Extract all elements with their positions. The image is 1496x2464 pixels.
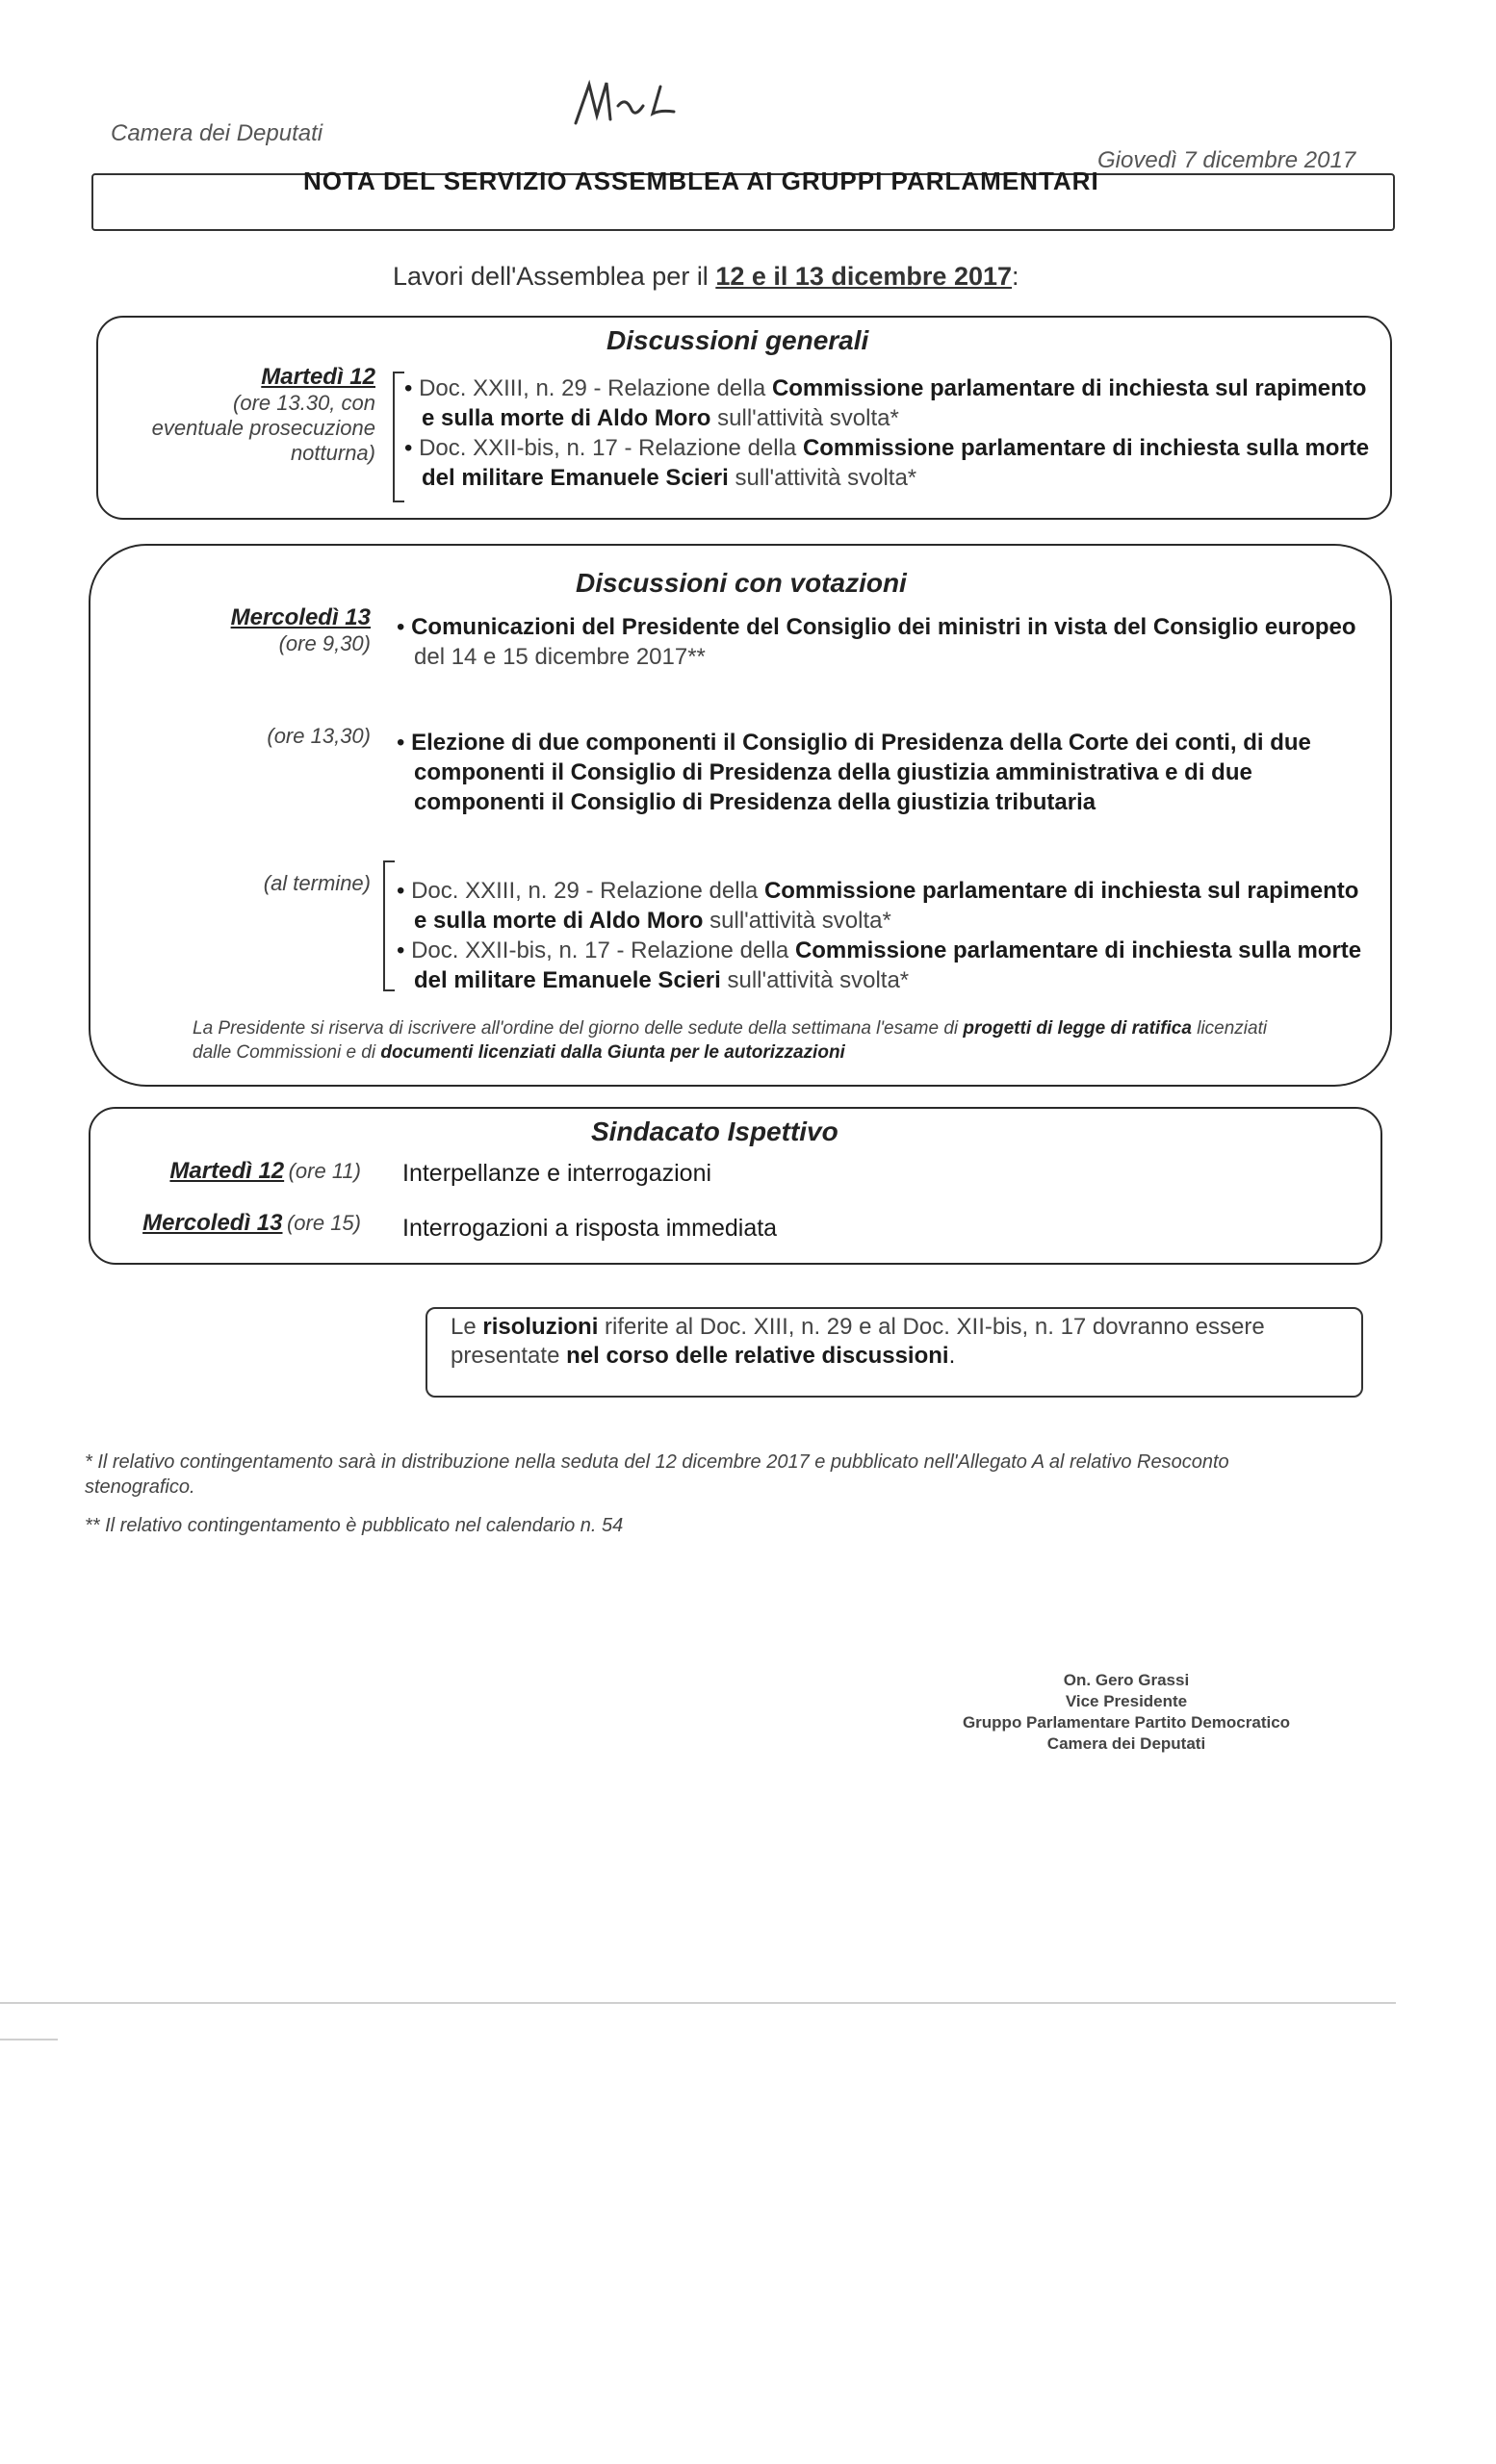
page-title: NOTA DEL SERVIZIO ASSEMBLEA AI GRUPPI PARLAMENTARI (303, 167, 1099, 195)
discussioni-votazioni-title: Discussioni con votazioni (576, 568, 907, 598)
dg-schedule (106, 364, 375, 466)
intro-prefix: Lavori dell'Assemblea per il (393, 262, 716, 291)
signature-block (866, 1670, 1386, 1755)
intro-dates: 12 e il 13 dicembre 2017 (715, 262, 1013, 291)
dg-time-2: eventuale prosecuzione (151, 416, 375, 440)
intro-line (393, 262, 1019, 292)
dv-time-2: (ore 13,30) (267, 724, 371, 748)
signature-chamber: Camera dei Deputati (1046, 1734, 1206, 1753)
sindacato-row-2-when: Mercoledì 13 (ore 15) (142, 1210, 361, 1236)
sindacato-title: Sindacato Ispettivo (591, 1116, 838, 1146)
dv-schedule-1 (106, 604, 371, 656)
risoluzioni-text: Le risoluzioni riferite al Doc. XIII, n. 29 e al Doc. XII-bis, n. 17 dovranno essere presentate nel corso delle relative discussioni. (451, 1314, 1265, 1369)
dg-items (404, 373, 1377, 493)
dg-day: Martedì 12 (261, 364, 375, 390)
intro-suffix: : (1012, 262, 1019, 291)
signature-name: On. Gero Grassi (1063, 1671, 1190, 1689)
dv-item-3b: • Doc. XXII-bis, n. 17 - Relazione della Commissione parlamentare di inchiesta sulla morte del militare Emanuele Scieri sull'attività svolta* (397, 937, 1362, 993)
dg-time-3: notturna) (290, 441, 375, 465)
sindacato-row-2-text: Interrogazioni a risposta immediata (402, 1215, 778, 1242)
footnote-2: ** Il relativo contingentamento è pubblicato nel calendario n. 54 (85, 1515, 624, 1536)
note-date: Giovedì 7 dicembre 2017 (1097, 147, 1356, 173)
signature-role: Vice Presidente (1065, 1692, 1188, 1710)
dg-bracket (393, 372, 404, 502)
discussioni-generali-title: Discussioni generali (606, 325, 869, 355)
dv-item-2: • Elezione di due componenti il Consiglio di Presidenza della Corte dei conti, di due componenti il Consiglio di Presidenza della giustizia amministrativa e di due componenti il Consiglio di Presidenza della giustizia tributaria (397, 730, 1311, 815)
dv-item-3a: • Doc. XXIII, n. 29 - Relazione della Commissione parlamentare di inchiesta sul rapimento e sulla morte di Aldo Moro sull'attività svolta* (397, 878, 1359, 934)
dv-item-1: • Comunicazioni del Presidente del Consiglio dei ministri in vista del Consiglio europeo del 14 e 15 dicembre 2017** (397, 614, 1356, 670)
dv-day: Mercoledì 13 (230, 604, 371, 630)
sindacato-row-1-text: Interpellanze e interrogazioni (402, 1160, 712, 1187)
dv-bracket (383, 860, 395, 991)
dg-time-1: (ore 13.30, con (233, 391, 375, 415)
scan-line-2 (0, 2039, 58, 2040)
sindacato-row-1-when: Martedì 12 (ore 11) (169, 1158, 361, 1184)
dg-item-2: • Doc. XXII-bis, n. 17 - Relazione della Commissione parlamentare di inchiesta sulla morte del militare Emanuele Scieri sull'attività svolta* (404, 435, 1370, 491)
dv-presidente-note: La Presidente si riserva di iscrivere all'ordine del giorno delle sedute della settimana l'esame di progetti di legge di ratifica licenziati dalle Commissioni e di documenti licenziati dalla Giunta per le autorizzazioni (193, 1018, 1268, 1063)
dv-time-3: (al termine) (263, 871, 371, 895)
dv-time-1: (ore 9,30) (278, 631, 371, 655)
institution-label: Camera dei Deputati (111, 120, 323, 146)
handwritten-initials (568, 67, 693, 135)
signature-group: Gruppo Parlamentare Partito Democratico (962, 1713, 1291, 1732)
scan-line-1 (0, 2002, 1396, 2004)
dv-items-3 (397, 876, 1369, 995)
dg-item-1: • Doc. XXIII, n. 29 - Relazione della Commissione parlamentare di inchiesta sul rapimento e sulla morte di Aldo Moro sull'attività svolta* (404, 375, 1367, 431)
footnote-1: * Il relativo contingentamento sarà in distribuzione nella seduta del 12 dicembre 2017 e pubblicato nell'Allegato A al relativo Resoconto stenografico. (85, 1451, 1229, 1498)
